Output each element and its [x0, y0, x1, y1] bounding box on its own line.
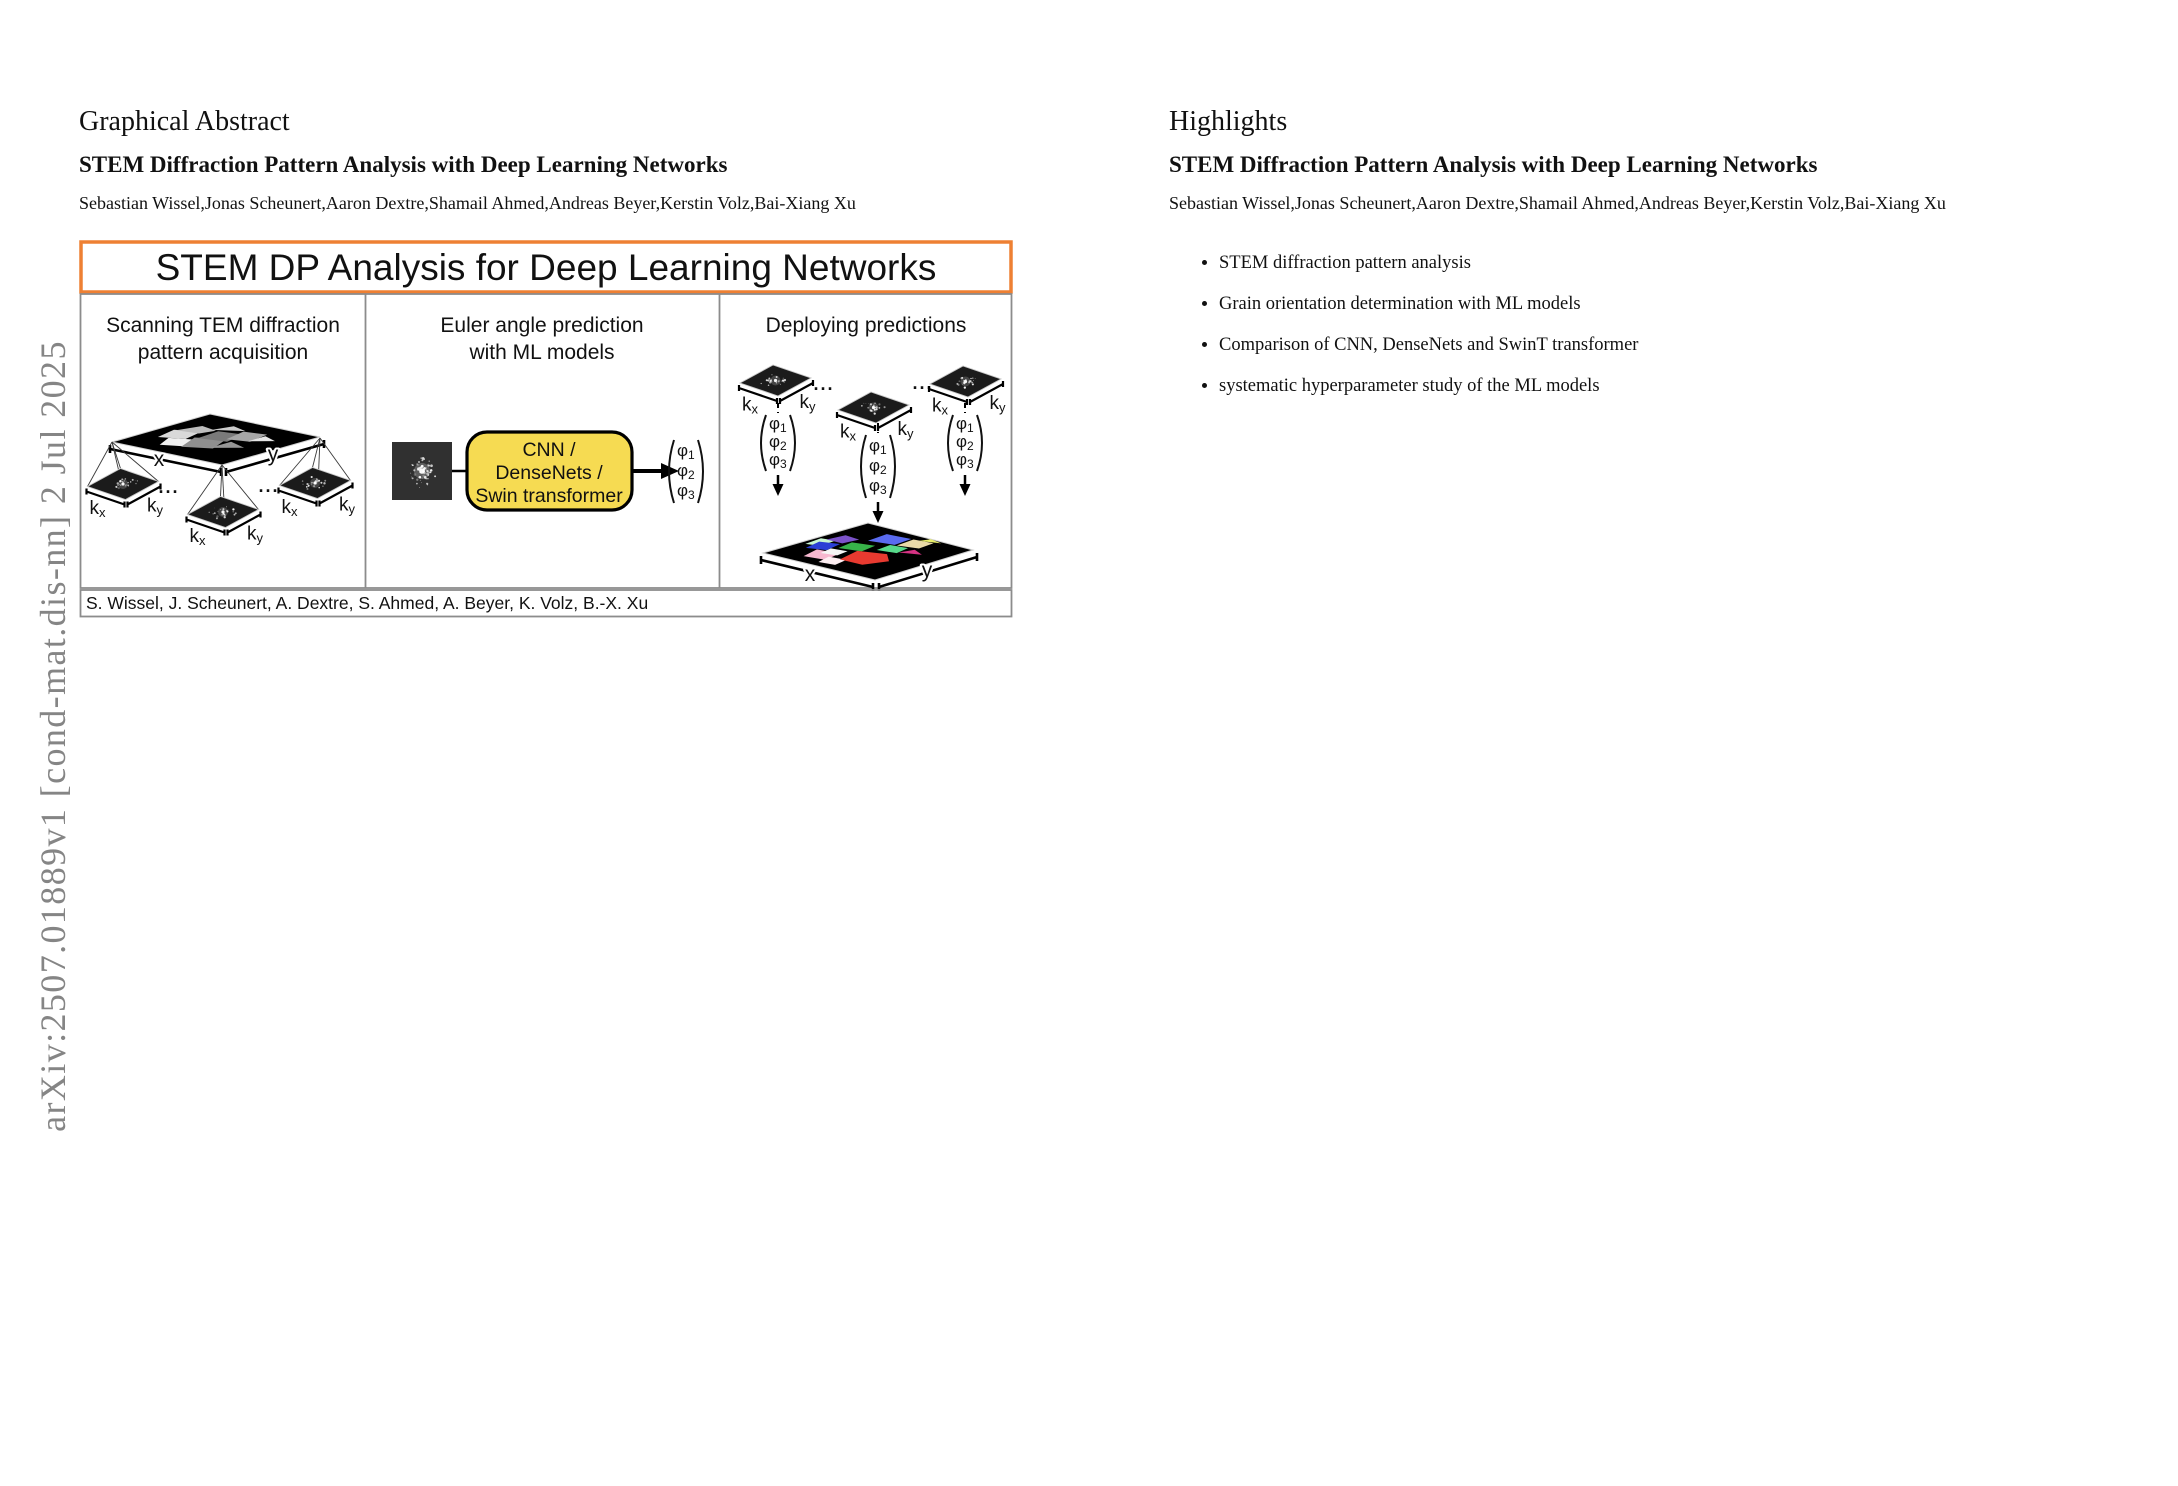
figure-caption: S. Wissel, J. Scheunert, A. Dextre, S. Ahmed, A. Beyer, K. Volz, B.-X. Xu — [86, 593, 649, 613]
euler-angle-vector — [948, 403, 982, 496]
banner-title: STEM DP Analysis for Deep Learning Networks — [155, 247, 937, 288]
kx-label: kx — [189, 526, 206, 548]
ky-label: ky — [799, 392, 816, 414]
ky-label: ky — [247, 523, 263, 546]
graphical-abstract-figure — [79, 240, 1013, 618]
phi-component: φ1 — [869, 435, 887, 457]
highlight-item: • STEM diffraction pattern analysis — [1219, 252, 1638, 274]
ellipsis-4: ··· — [912, 378, 934, 398]
down-arrowhead — [960, 484, 971, 496]
phi-component: φ1 — [677, 440, 695, 462]
arxiv-identifier: arXiv:2507.01889v1 [cond-mat.dis-nn] 2 Jul 2025 — [33, 340, 73, 1132]
euler-angle-vector — [861, 423, 895, 523]
kx-label: kx — [281, 497, 298, 519]
euler-angle-vector — [761, 403, 795, 496]
down-arrowhead — [773, 484, 784, 496]
ellipsis-2: ··· — [258, 481, 280, 501]
panel3-title: Deploying predictions — [765, 314, 967, 337]
orientation-map-plane — [761, 523, 977, 591]
highlight-item: • Grain orientation determination with ML models — [1219, 293, 1638, 315]
model-box-line3: Swin transformer — [475, 485, 623, 507]
ellipsis-1: ··· — [158, 482, 180, 502]
phi-component: φ1 — [769, 414, 787, 435]
paper-title-right: STEM Diffraction Pattern Analysis with Deep Learning Networks — [1169, 152, 1818, 177]
model-box-line1: CNN / — [522, 439, 576, 461]
phi-component: φ1 — [956, 414, 974, 435]
model-box — [467, 432, 632, 510]
kx-label: kx — [742, 394, 758, 417]
dp-input-image — [392, 442, 452, 500]
panel2-title-line1: Euler angle prediction — [440, 314, 644, 337]
highlight-item: • Comparison of CNN, DenseNets and SwinT transformer — [1219, 334, 1638, 356]
kx-label: kx — [840, 421, 856, 444]
authors-right: Sebastian Wissel,Jonas Scheunert,Aaron Dextre,Shamail Ahmed,Andreas Beyer,Kerstin Volz,Bai-Xiang Xu — [1169, 193, 1946, 213]
highlights-list — [1169, 252, 1638, 416]
ky-label: ky — [147, 495, 163, 518]
phi-component: φ3 — [677, 481, 695, 503]
map-y-label: y — [921, 559, 933, 582]
down-arrowhead — [873, 511, 884, 523]
specimen-y-label: y — [267, 443, 279, 466]
phi-component: φ2 — [956, 431, 974, 453]
kx-label: kx — [89, 498, 106, 520]
phi-component: φ2 — [769, 431, 787, 453]
specimen-x-label: x — [153, 448, 165, 471]
ky-label: ky — [897, 419, 914, 441]
phi-component: φ2 — [869, 455, 887, 477]
phi-component: φ3 — [956, 449, 974, 471]
ellipsis-3: ··· — [813, 379, 835, 399]
panel1-title-line1: Scanning TEM diffraction — [106, 314, 340, 337]
phi-component: φ3 — [769, 449, 787, 471]
diffraction-plane — [187, 497, 264, 549]
kx-label: kx — [932, 395, 948, 418]
phi-component: φ3 — [869, 476, 887, 498]
euler-angle-vectors — [669, 403, 982, 523]
diffraction-plane — [279, 468, 356, 520]
ky-label: ky — [989, 393, 1006, 415]
model-box-line2: DenseNets / — [495, 462, 603, 484]
prediction-arrow — [632, 463, 679, 479]
phi-component: φ2 — [677, 460, 695, 482]
graphical-abstract-heading: Graphical Abstract — [79, 106, 290, 137]
paper-title-left: STEM Diffraction Pattern Analysis with Deep Learning Networks — [79, 152, 728, 177]
highlights-heading: Highlights — [1169, 106, 1288, 137]
ky-label: ky — [339, 494, 355, 517]
diffraction-plane — [929, 366, 1006, 418]
highlight-item: • systematic hyperparameter study of the ML models — [1219, 375, 1638, 397]
panel2-title-line2: with ML models — [469, 341, 615, 364]
diffraction-plane — [739, 365, 816, 417]
specimen-plane — [110, 414, 324, 476]
panel1-title-line2: pattern acquisition — [137, 341, 309, 364]
authors-left: Sebastian Wissel,Jonas Scheunert,Aaron Dextre,Shamail Ahmed,Andreas Beyer,Kerstin Volz,Bai-Xiang Xu — [79, 193, 856, 213]
map-x-label: x — [804, 563, 816, 586]
